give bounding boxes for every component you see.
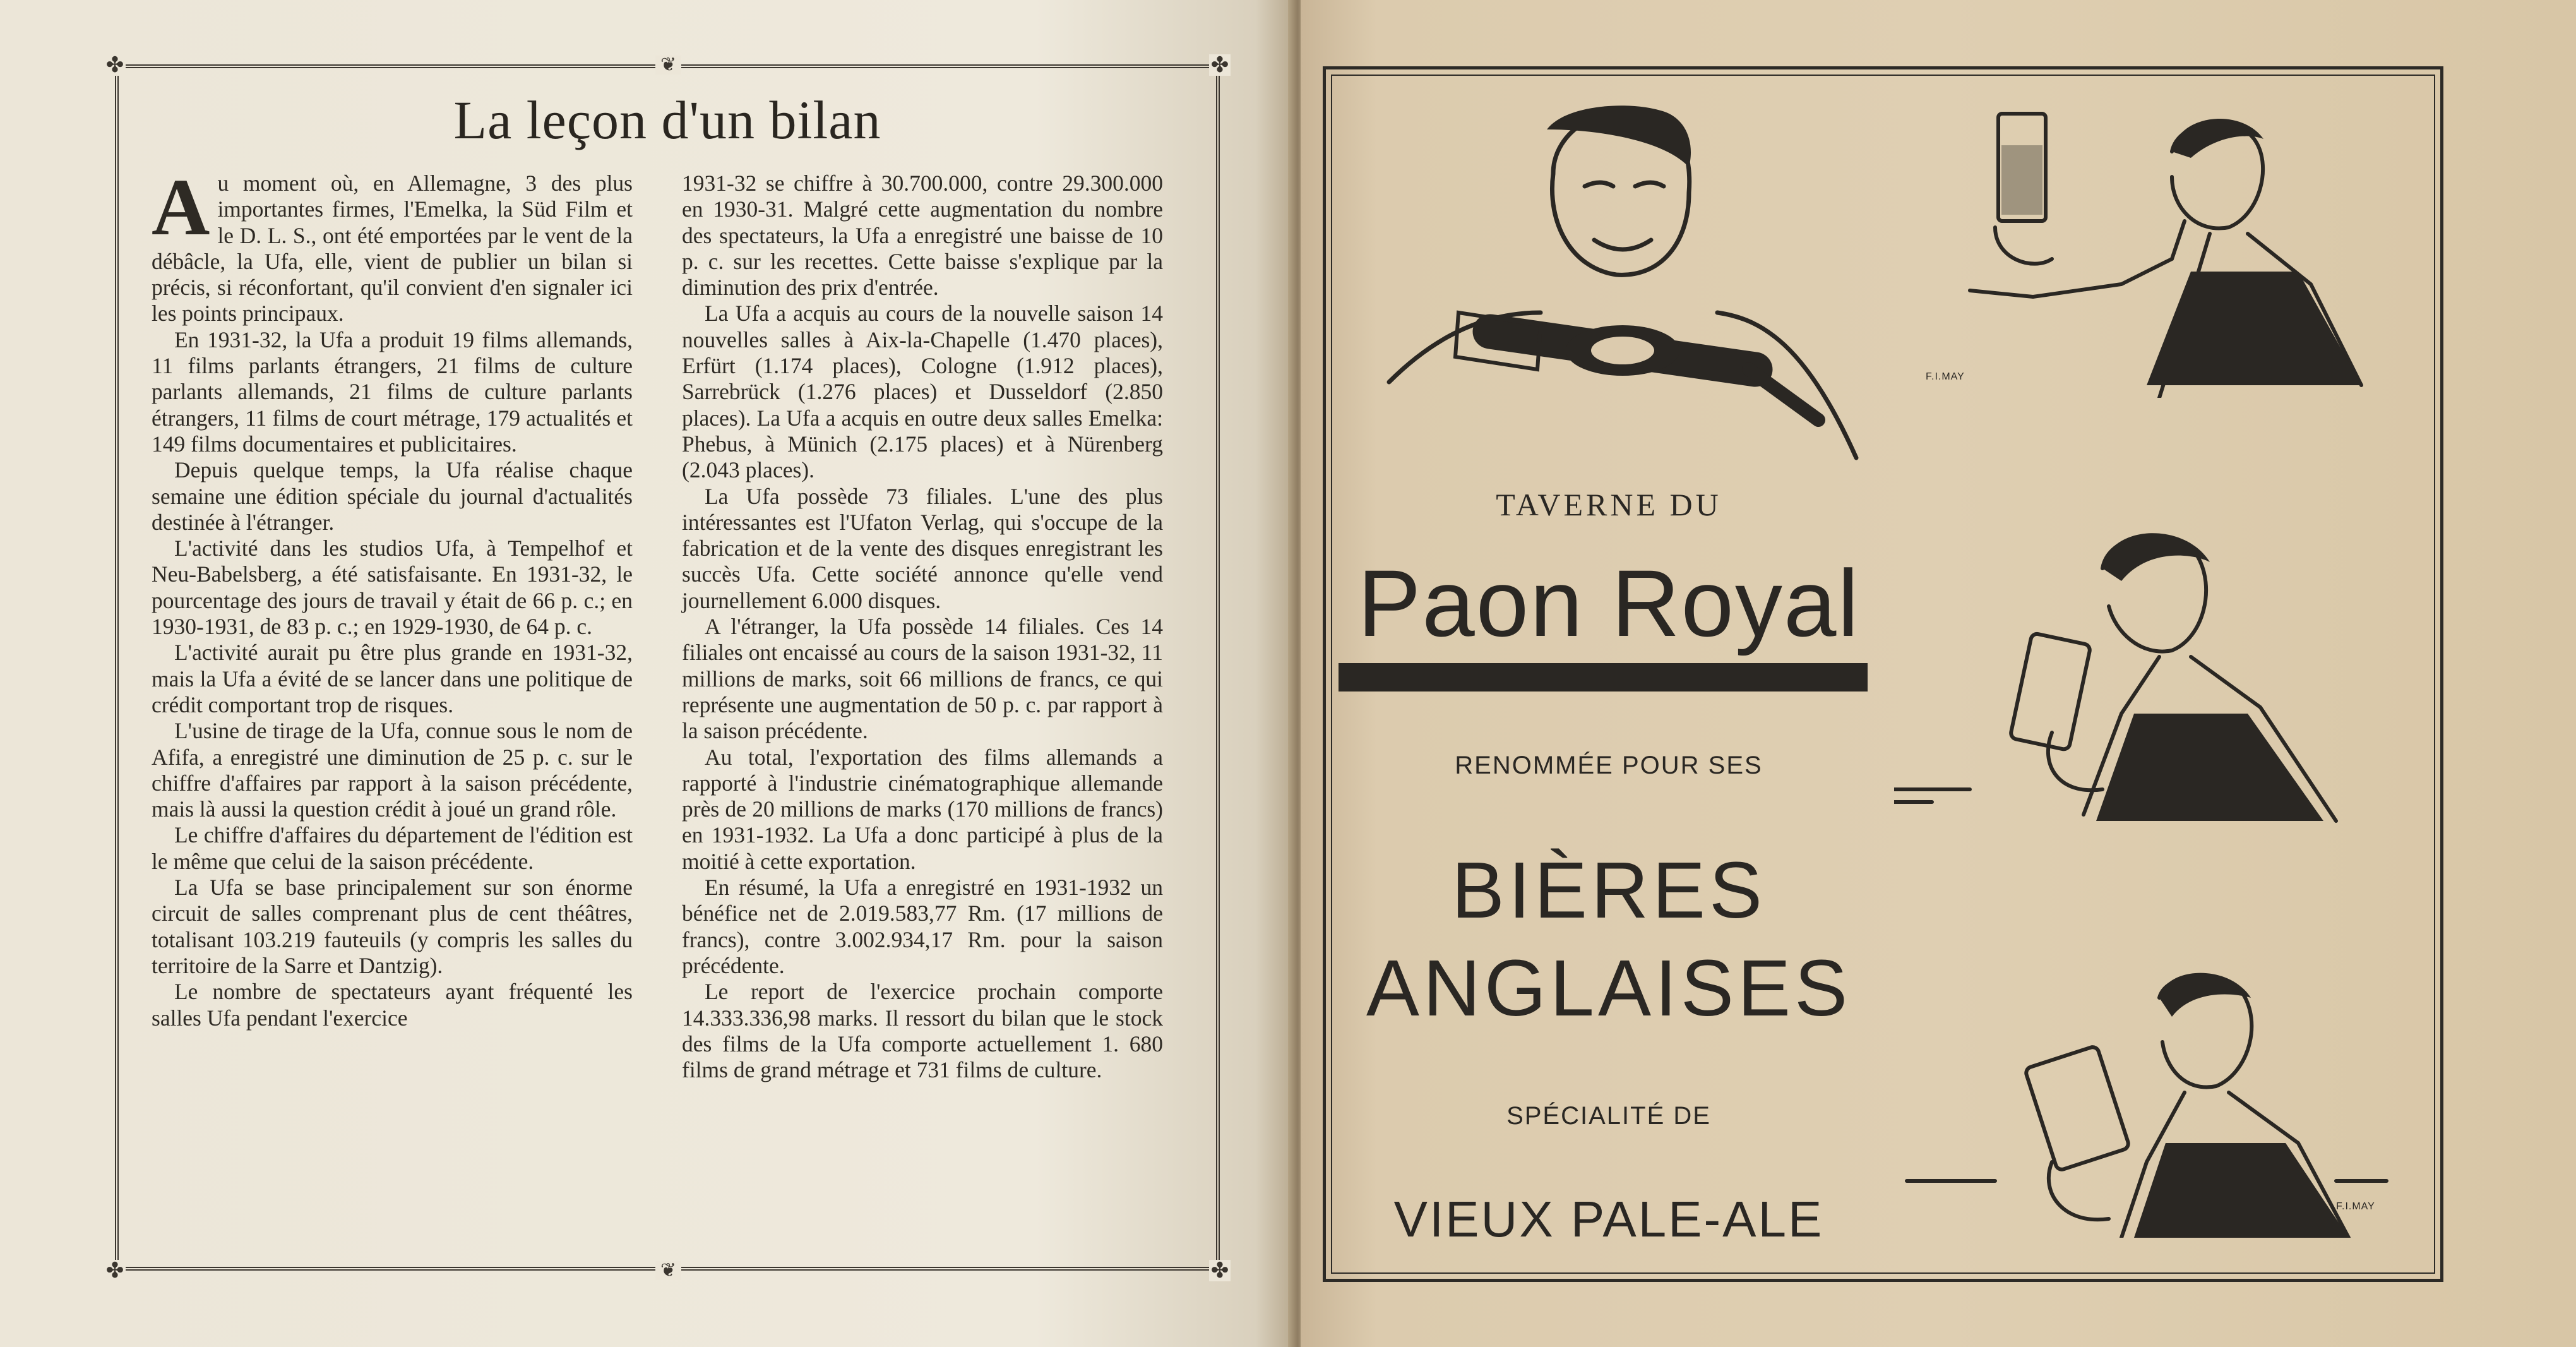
- illustration-man-drinking-beer: [1894, 973, 2399, 1238]
- paragraph: Le report de l'exercice prochain comporte 14.333.336,98 marks. Il ressort du bilan que le stock des films de la Ufa comporte actuellement 1. 680 films de grand métrage et 731 films de culture.: [682, 979, 1163, 1083]
- paragraph: En résumé, la Ufa a enregistré en 1931-1932 un bénéfice net de 2.019.583,77 Rm. (17 millions de francs), contre 3.002.934,17 Rm. pour la saison précédente.: [682, 875, 1163, 978]
- ad-divider-bar: [1339, 663, 1868, 691]
- paragraph: L'activité dans les studios Ufa, à Tempelhof et Neu-Babelsberg, a été satisfaisante. En 1931-32, le pourcentage des jours de travail y était de 66 p. c.; en 1930-1931, de 83 p. c.; en 1929-1930, de 64 p. c.: [152, 536, 633, 640]
- illustration-pouring-man: [1364, 104, 1869, 464]
- frame-ornament-icon: ❦: [655, 56, 681, 75]
- frame-ornament-icon: ✤: [104, 1260, 126, 1281]
- frame-ornament-icon: ✤: [1209, 54, 1231, 76]
- paragraph: u moment où, en Allemagne, 3 des plus importantes firmes, l'Emelka, la Süd Film et le D. L. S., ont été emportées par le vent de la débâcle, la Ufa, elle, vient de publier un bilan si précis, si réconfortant, qu'il convient d'en signaler ici les points principaux.: [152, 171, 633, 326]
- paragraph: En 1931-32, la Ufa a produit 19 films allemands, 11 films parlants étrangers, 21 films de culture parlants allemands, 21 films de culture parlants étrangers, 11 films de court métrage, 179 actualités et 149 films documentaires et publicitaires.: [152, 326, 633, 457]
- paragraph: La Ufa a acquis au cours de la nouvelle saison 14 nouvelles salles à Aix-la-Chapelle (1.470 places), Erfürt (1.174 places), Cologne (1.912 places), Sarrebrück (1.276 places) et Dusseldorf (2.850 places). La Ufa a acquis en outre deux salles Emelka: Phebus, à Münich (2.175 places) et à Nürenberg (2.043 places).: [682, 301, 1163, 483]
- artist-signature: F.I.MAY: [1926, 371, 1965, 382]
- ad-anglaises: ANGLAISES: [1366, 943, 1852, 1033]
- ad-taverne-du: TAVERNE DU: [1496, 487, 1722, 522]
- paragraph: Au total, l'exportation des films allemands a rapporté à l'industrie cinématographique allemande près de 20 millions de marks (170 millions de francs) en 1931-1932. La Ufa a donc participé à plus de la moitié à cette exportation.: [682, 744, 1163, 874]
- paragraph: L'usine de tirage de la Ufa, connue sous le nom de Afifa, a enregistré une diminution de 25 p. c. sur le chiffre d'affaires par rapport à la saison précédente, mais là aussi la question crédit à joué un grand rôle.: [152, 718, 633, 822]
- paragraph: La Ufa se base principalement sur son énorme circuit de salles comprenant plus de cent théâtres, totalisant 103.219 fauteuils (y compris les salles du territoire de la Sarre et Dantzig).: [152, 875, 633, 978]
- illustration-man-raising-glass: [1919, 107, 2387, 398]
- paragraph: La Ufa possède 73 filiales. L'une des plus intéressantes est l'Ufaton Verlag, qui s'occupe de la fabrication et de la vente des disques enregistrant les succès Ufa. Cette société annonce qu'elle vend journellement 6.000 disques.: [682, 483, 1163, 613]
- drop-cap: A: [152, 162, 210, 252]
- article-column-left: [152, 162, 633, 1031]
- paragraph: Le nombre de spectateurs ayant fréquenté les salles Ufa pendant l'exercice: [152, 979, 633, 1031]
- frame-ornament-icon: ✤: [104, 54, 126, 76]
- artist-signature: F.I.MAY: [2336, 1201, 2375, 1212]
- ad-vieux-pale-ale: VIEUX PALE-ALE: [1393, 1191, 1824, 1247]
- paragraph: Le chiffre d'affaires du département de l'édition est le même que celui de la saison précédente.: [152, 822, 633, 874]
- paragraph: 1931-32 se chiffre à 30.700.000, contre 29.300.000 en 1930-31. Malgré cette augmentation du nombre des spectateurs, la Ufa a enregistré une baisse de 10 p. c. sur les recettes. Cette baisse s'explique par la diminution des prix d'entrée.: [682, 171, 1163, 301]
- ad-renommee: RENOMMÉE POUR SES: [1455, 751, 1763, 779]
- ad-bieres: BIÈRES: [1451, 846, 1767, 935]
- paragraph: L'activité aurait pu être plus grande en 1931-32, mais la Ufa a évité de se lancer dans une politique de crédit comportant trop de risques.: [152, 640, 633, 717]
- ad-specialite-de: SPÉCIALITÉ DE: [1506, 1102, 1711, 1130]
- frame-ornament-icon: ✤: [1209, 1260, 1231, 1281]
- ad-brand-name: Paon Royal: [1357, 550, 1860, 656]
- article-title: La leçon d'un bilan: [453, 90, 881, 150]
- frame-ornament-icon: ❦: [655, 1261, 681, 1280]
- article-column-right: [682, 171, 1163, 1083]
- paragraph: A l'étranger, la Ufa possède 14 filiales. Ces 14 filiales ont encaissé au cours de la saison 1931-32, 11 millions de marks, soit 66 millions de francs, ce qui représente une augmentation de 50 p. c. par rapport à la saison précédente.: [682, 614, 1163, 744]
- paragraph: Depuis quelque temps, la Ufa réalise chaque semaine une édition spéciale du journal d'actualités destinée à l'étranger.: [152, 457, 633, 535]
- illustration-man-drinking: [1894, 524, 2399, 827]
